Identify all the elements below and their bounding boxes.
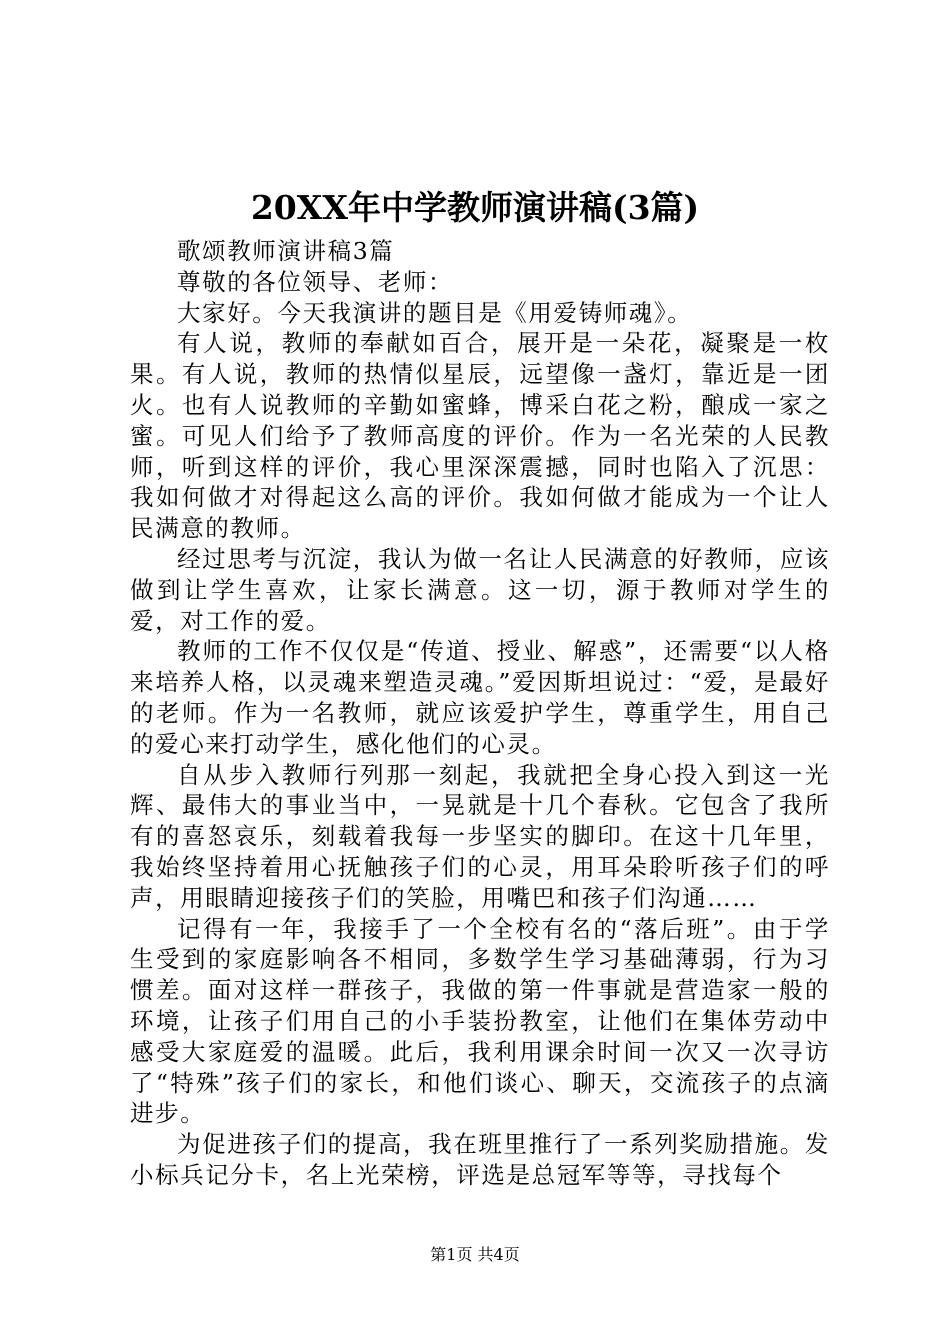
paragraph-salutation: 尊敬的各位领导、老师：	[177, 267, 454, 296]
paragraph: 教师的工作不仅仅是“传道、授业、解惑”，还需要“以人格来培养人格，以灵魂来塑造灵魂。”爱因斯坦说过：“爱，是最好的老师。作为一名教师，就应该爱护学生，尊重学生，用自己的爱心来打动学生，感化他们的心灵。	[130, 637, 830, 758]
paragraph: 记得有一年，我接手了一个全校有名的“落后班”。由于学生受到的家庭影响各不相同，多数学生学习基础薄弱，行为习惯差。面对这样一群孩子，我做的第一件事就是营造家一般的环境，让孩子们用自己的小手装扮教室，让他们在集体劳动中感受大家庭爱的温暖。此后，我利用课余时间一次又一次寻访了“特殊”孩子们的家长，和他们谈心、聊天，交流孩子的点滴进步。	[130, 914, 830, 1128]
document-body	[130, 236, 830, 1191]
page-footer: 第1页 共4页	[430, 1245, 520, 1264]
document-title: 20XX年中学教师演讲稿(3篇)	[250, 188, 700, 227]
paragraph: 自从步入教师行列那一刻起，我就把全身心投入到这一光辉、最伟大的事业当中，一晃就是十几个春秋。它包含了我所有的喜怒哀乐，刻载着我每一步坚实的脚印。在这十几年里，我始终坚持着用心抚触孩子们的心灵，用耳朵聆听孩子们的呼声，用眼睛迎接孩子们的笑脸，用嘴巴和孩子们沟通……	[130, 760, 830, 912]
paragraph-subtitle: 歌颂教师演讲稿3篇	[177, 237, 395, 265]
paragraph: 为促进孩子们的提高，我在班里推行了一系列奖励措施。发小标兵记分卡，名上光荣榜，评选是总冠军等等，寻找每个	[130, 1130, 830, 1189]
paragraph-greeting: 大家好。今天我演讲的题目是《用爱铸师魂》。	[177, 298, 693, 327]
paragraph: 有人说，教师的奉献如百合，展开是一朵花，凝聚是一枚果。有人说，教师的热情似星辰，远望像一盏灯，靠近是一团火。也有人说教师的辛勤如蜜蜂，博采白花之粉，酿成一家之蜜。可见人们给予了教师高度的评价。作为一名光荣的人民教师，听到这样的评价，我心里深深震撼，同时也陷入了沉思：我如何做才对得起这么高的评价。我如何做才能成为一个让人民满意的教师。	[130, 329, 830, 543]
paragraph: 经过思考与沉淀，我认为做一名让人民满意的好教师，应该做到让学生喜欢，让家长满意。这一切，源于教师对学生的爱，对工作的爱。	[130, 544, 830, 635]
